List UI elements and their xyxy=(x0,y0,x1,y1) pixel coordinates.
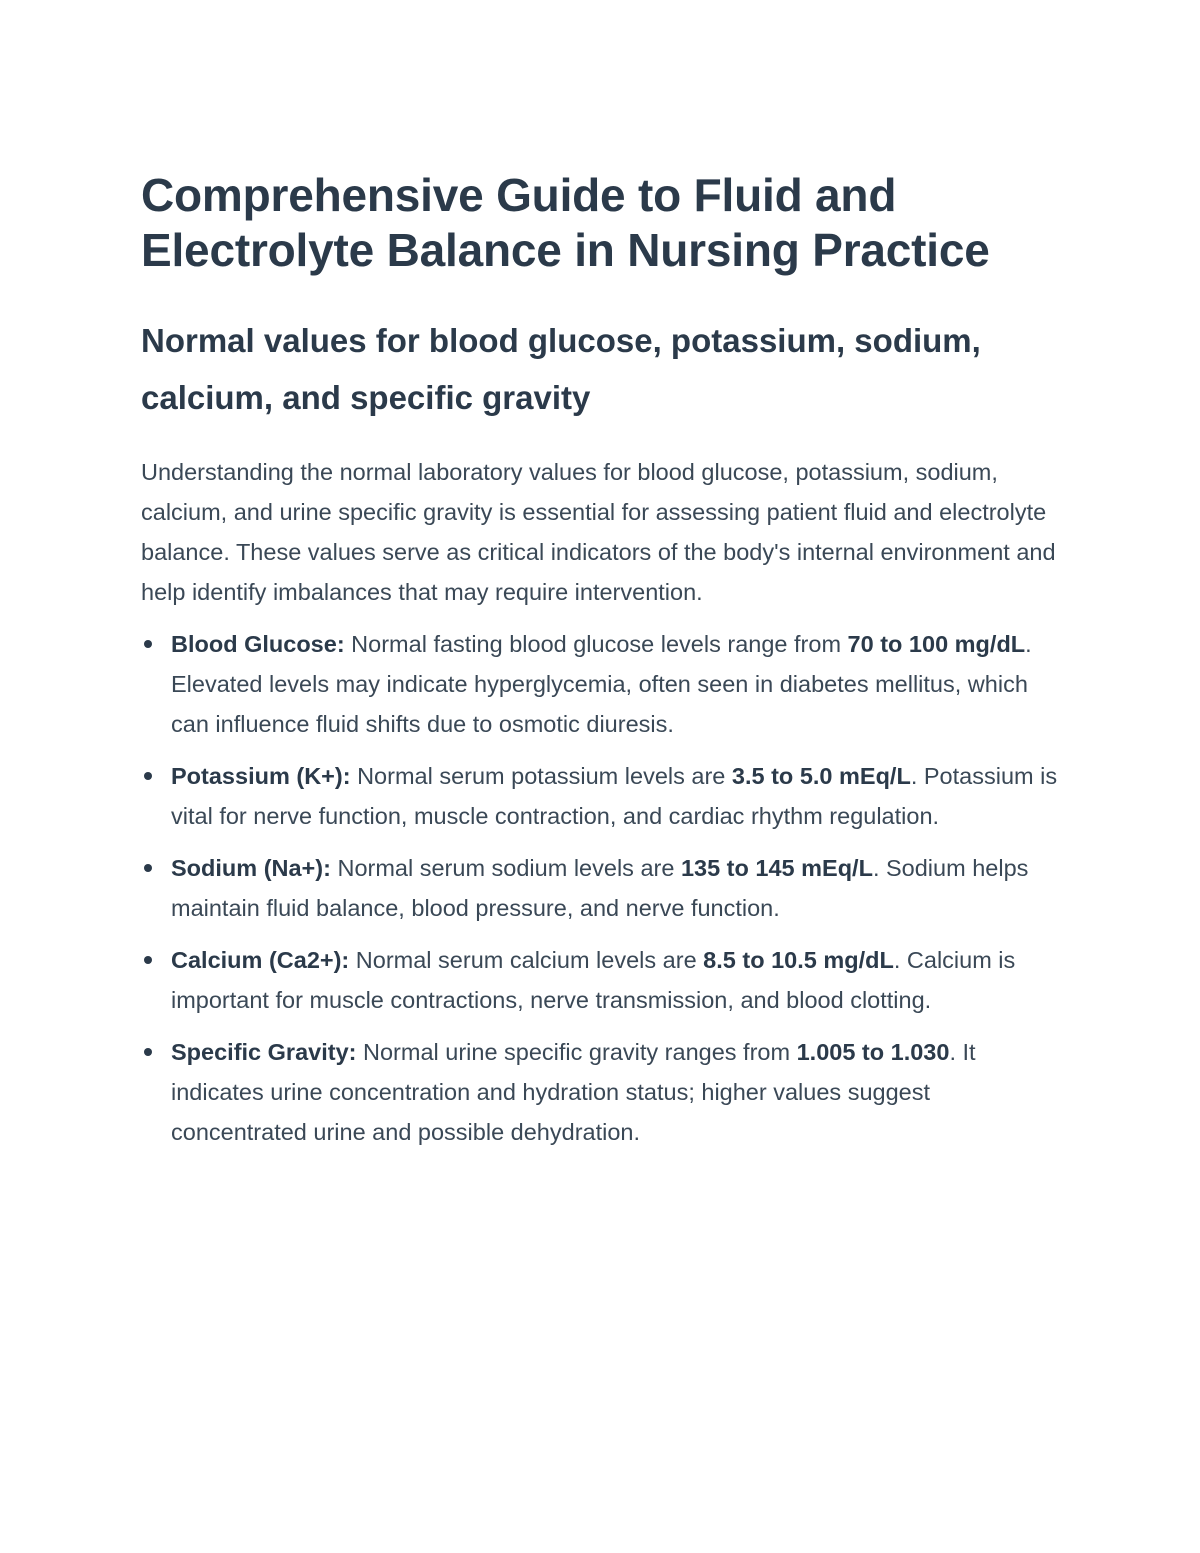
item-value: 3.5 to 5.0 mEq/L xyxy=(731,763,911,789)
document-title: Comprehensive Guide to Fluid and Electrolyte Balance in Nursing Practice xyxy=(141,169,990,276)
item-tail: . Potassium is vital for nerve function, muscle contraction, and cardiac rhythm regulation. xyxy=(171,763,1058,829)
item-lead: Normal fasting blood glucose levels range from xyxy=(344,631,848,657)
document-page xyxy=(141,168,1066,1164)
normal-values-list xyxy=(141,624,1066,1152)
bullet-icon xyxy=(144,864,152,872)
item-term: Blood Glucose: xyxy=(171,631,345,657)
item-term: Potassium (K+): xyxy=(171,763,351,789)
item-value: 1.005 to 1.030 xyxy=(796,1039,950,1065)
bullet-icon xyxy=(144,1048,152,1056)
item-lead: Normal urine specific gravity ranges from xyxy=(356,1039,797,1065)
item-tail: . Elevated levels may indicate hyperglycemia, often seen in diabetes mellitus, which can influence fluid shifts due to osmotic diuresis. xyxy=(171,631,1032,737)
item-term: Calcium (Ca2+): xyxy=(171,947,350,973)
item-value: 70 to 100 mg/dL xyxy=(847,631,1026,657)
item-value: 135 to 145 mEq/L xyxy=(680,855,873,881)
item-lead: Normal serum potassium levels are xyxy=(350,763,732,789)
item-value: 8.5 to 10.5 mg/dL xyxy=(703,947,894,973)
item-term: Sodium (Na+): xyxy=(171,855,331,881)
list-item-specific-gravity xyxy=(141,1032,1066,1152)
list-item-blood-glucose xyxy=(141,624,1066,744)
bullet-icon xyxy=(144,956,152,964)
item-tail: . It indicates urine concentration and hydration status; higher values suggest concentrated urine and possible dehydration. xyxy=(171,1039,976,1145)
intro-paragraph: Understanding the normal laboratory values for blood glucose, potassium, sodium, calcium, and urine specific gravity is essential for assessing patient fluid and electrolyte balance. These values serve as critical indicators of the body's internal environment and help identify imbalances that may require intervention. xyxy=(141,459,1056,605)
list-item-calcium xyxy=(141,940,1066,1020)
section-heading: Normal values for blood glucose, potassium, sodium, calcium, and specific gravity xyxy=(141,322,981,416)
item-tail: . Sodium helps maintain fluid balance, blood pressure, and nerve function. xyxy=(171,855,1029,921)
list-item-sodium xyxy=(141,848,1066,928)
bullet-icon xyxy=(144,640,152,648)
list-item-potassium xyxy=(141,756,1066,836)
item-tail: . Calcium is important for muscle contractions, nerve transmission, and blood clotting. xyxy=(171,947,1016,1013)
item-term: Specific Gravity: xyxy=(171,1039,357,1065)
bullet-icon xyxy=(144,772,152,780)
item-lead: Normal serum sodium levels are xyxy=(330,855,681,881)
item-lead: Normal serum calcium levels are xyxy=(349,947,704,973)
